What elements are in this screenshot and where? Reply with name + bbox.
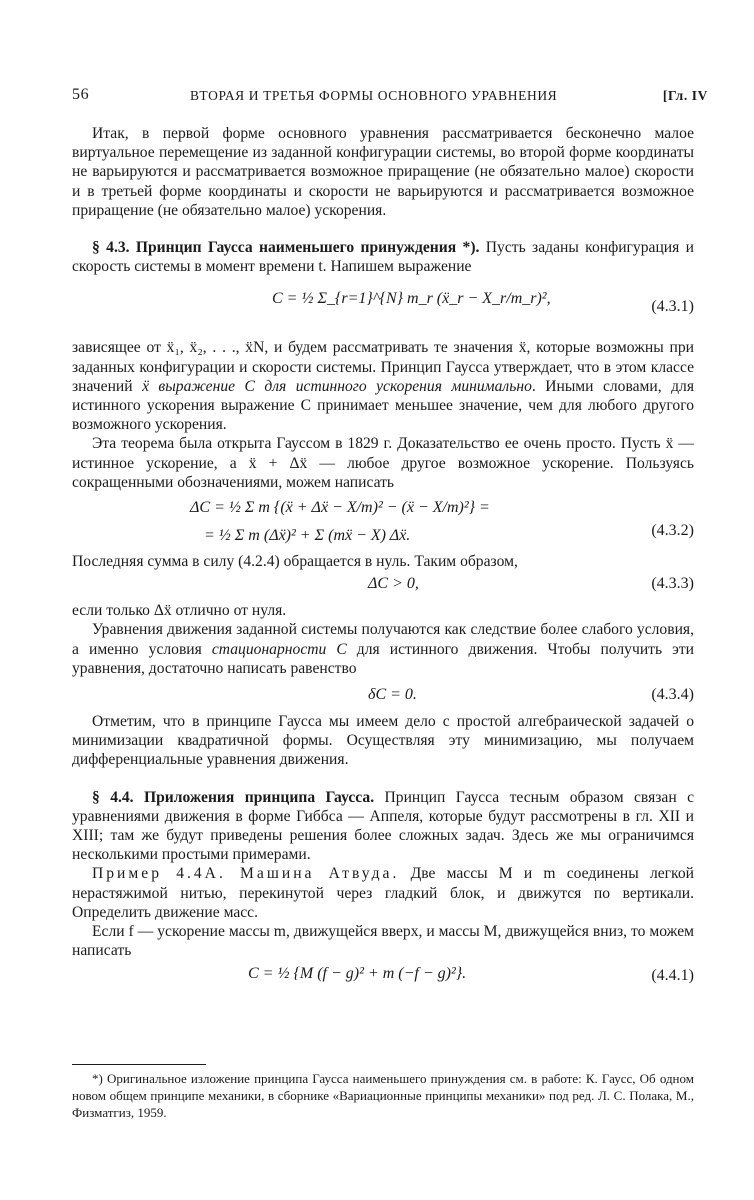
formula-number: (4.3.4) [651,686,694,704]
last-sum-paragraph: Последняя сумма в силу (4.2.4) обращается в нуль. Таким образом, [72,553,518,571]
formula-body: C = ½ {M (f − g)² + m (−f − g)²}. [248,964,467,982]
footnote-rule [72,1064,206,1065]
formula-4-3-4 [72,678,694,712]
running-header [72,86,708,110]
formula-line-2: = ½ Σ m (Δẍ)² + Σ (mẍ − X) Δẍ. [204,527,411,545]
equations-paragraph [72,620,694,678]
section-4-3-text: Пусть заданы конфигурация и скорость системы в момент времени t. Напишем выражение [72,239,694,276]
if-only-line: если только Δẍ отлично от нуля. [72,602,287,620]
formula-line-1: ΔC = ½ Σ m {(ẍ + Δẍ − X/m)² − (ẍ − X/m)²} = [190,499,490,517]
formula-number: (4.3.1) [651,298,694,316]
formula-4-3-2 [72,492,694,552]
chapter-marker: [Гл. IV [662,88,708,103]
section-4-3-paragraph [72,238,694,276]
example-text: Две массы M и m соединены легкой нерастяжимой нитью, перекинутой через гладкий блок, и движутся по вертикали. Определить движение масс. [72,865,694,921]
example-label: Пример 4.4А. Машина Атвуда. [92,865,400,883]
section-4-3-title: § 4.3. Принцип Гаусса наименьшего принуждения *). [92,239,480,257]
section-4-4-title: § 4.4. Приложения принципа Гаусса. [92,788,375,806]
equations-text-b: для истинного движения. Чтобы получить эти уравнения, достаточно написать равенство [72,640,694,677]
acceleration-paragraph: Если f — ускорение массы m, движущейся вверх, и массы M, движущейся вниз, то можем написать [72,923,694,960]
gauss-text-b: . Иными словами, для истинного ускорения выражение C принимает меньшее значение, чем для любого другого возможного ускорения. [72,377,695,434]
footnote: *) Оригинальное изложение принципа Гаусса наименьшего принуждения см. в работе: К. Гаусс, Об одном новом общем принципе механики, в сборнике «Вариационные принципы механики» под ред. Л. С. Полака, М., Физматгиз, 1959. [72,1071,694,1120]
section-4-4-paragraph [72,788,694,865]
book-page [72,86,708,995]
formula-body [190,494,490,550]
formula-body: δC = 0. [368,686,417,704]
formula-4-3-1 [72,276,694,338]
theorem-paragraph: Эта теорема была открыта Гауссом в 1829 г. Доказательство ее очень просто. Пусть ẍ — истинное ускорение, а ẍ + Δẍ — любое другое возможное ускорение. Пользуясь сокращенными обозначениями, можем написать [72,435,694,491]
example-paragraph [72,864,694,922]
running-title: ВТОРАЯ И ТРЕТЬЯ ФОРМЫ ОСНОВНОГО УРАВНЕНИЯ [190,88,558,103]
gauss-text-italic: ẍ выражение C для истинного ускорения минимально [142,377,532,395]
formula-4-4-1 [72,961,694,995]
formula-number: (4.3.3) [651,575,694,593]
equations-text-italic: стационарности C [211,640,347,658]
formula-body: C = ½ Σ_{r=1}^{N} m_r (ẍ_r − X_r/m_r)², [272,290,551,308]
formula-body: ΔC > 0, [368,575,419,593]
page-number: 56 [72,86,90,103]
section-4-4-text: Принцип Гаусса тесным образом связан с уравнениями движения в форме Гиббса — Аппеля, которые будут рассмотрены в гл. XII и XIII; там же будут приведены решения более сложных задач. Здесь же мы ограничимся несколькими простыми примерами. [72,788,694,864]
gauss-text-a: зависящее от ẍ₁, ẍ₂, . . ., ẍN, и будем рассматривать те значения ẍ, которые возможны при заданных конфигурации и скорости системы. Принцип Гаусса утверждает, что в этом классе значений [72,339,694,395]
gauss-principle-paragraph [72,338,694,434]
quadratic-form-paragraph: Отметим, что в принципе Гаусса мы имеем дело с простой алгебраической задачей о минимизации квадратичной формы. Осуществляя эту минимизацию, мы получаем дифференциальные уравнения движения. [72,713,694,769]
equations-text-a: Уравнения движения заданной системы получаются как следствие более слабого условия, а именно условия [72,621,694,658]
intro-paragraph: Итак, в первой форме основного уравнения рассматривается бесконечно малое виртуальное перемещение из заданной конфигурации системы, во второй форме координаты не варьируются и рассматривается возможное приращение (не обязательно малое) скорости и в третьей форме координаты и скорости не варьируются и рассматривается возможное приращение (не обязательно малое) ускорения. [72,125,694,219]
formula-4-3-3 [72,571,694,601]
formula-number: (4.4.1) [651,966,694,984]
formula-number: (4.3.2) [651,522,694,540]
